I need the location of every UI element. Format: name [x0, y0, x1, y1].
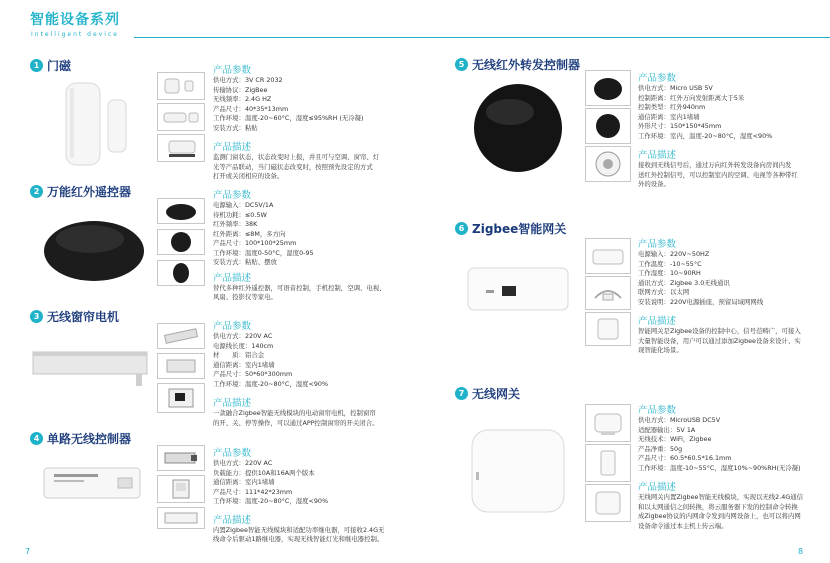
param-line: 供电方式：220V AC — [213, 459, 273, 467]
param-line: 电源输入：DC5V/1A — [213, 201, 274, 209]
desc-line: 的开、关、停等操作，可以通过APP控制窗帘的开关闭合。 — [213, 418, 379, 427]
section-5-heading — [455, 56, 580, 73]
wireless-gateway-image — [466, 420, 570, 520]
param-line: 工作环境：温度-20~80°C，湿度<90% — [213, 379, 329, 388]
param-line: 待机功耗：≤0.5W — [213, 210, 267, 219]
param-line: 产品尺寸：50*60*300mm — [213, 370, 293, 378]
curtain-motor-thumb-1 — [157, 323, 205, 349]
ir-forwarder-image — [466, 76, 570, 176]
door-sensor-thumb-3 — [157, 134, 205, 162]
params-list — [638, 250, 828, 307]
desc-text — [638, 327, 828, 356]
section-number: 2 — [30, 185, 43, 198]
desc-heading: 产品描述 — [213, 272, 252, 284]
param-line: 控制类型：红外940nm — [638, 103, 706, 111]
desc-line: 接收到无线信号后，通过万向红外转发设备向房间内发 — [638, 161, 792, 169]
section-title: 万能红外遥控器 — [47, 185, 132, 199]
desc-line: 一款融合Zigbee智能无线模块的电动窗帘电机，控制窗帘 — [213, 409, 376, 417]
desc-line: 现智能化场景。 — [638, 346, 683, 354]
param-line: 供电方式：220V AC — [213, 332, 273, 340]
param-line: 工作环境：室内，温度-20~80°C，湿度<90% — [638, 131, 773, 140]
param-line: 安装说明：220V电源插座，预留局域网网线 — [638, 297, 764, 306]
param-line: 联网方式：以太网 — [638, 288, 690, 296]
desc-text — [213, 526, 413, 545]
single-controller-thumb-1 — [157, 445, 205, 471]
page-title: 智能设备系列 — [30, 12, 120, 28]
wireless-gateway-thumb-3 — [585, 484, 631, 522]
page-number-right: 8 — [798, 547, 804, 556]
param-line: 安装方式：粘贴 — [213, 123, 258, 132]
section-7-heading — [455, 385, 520, 402]
param-line: 工作湿度：10~90RH — [638, 269, 701, 277]
section-number: 5 — [455, 58, 468, 71]
param-line: 产品尺寸：40*35*13mm — [213, 104, 289, 113]
section-number: 4 — [30, 432, 43, 445]
ir-remote-image — [38, 205, 150, 287]
single-controller-image — [40, 462, 144, 504]
ir-remote-thumb-3 — [157, 260, 205, 286]
desc-heading: 产品描述 — [213, 398, 252, 409]
param-line: 红外频率：38K — [213, 220, 258, 228]
section-1-text — [213, 62, 413, 182]
params-list — [213, 201, 413, 268]
params-list — [213, 332, 413, 389]
param-line: 电源输入：220V~50HZ — [638, 250, 710, 258]
section-3-heading — [30, 308, 119, 325]
param-line: 负载能力：提供10A和16A两个版本 — [213, 468, 315, 477]
page-number-left: 7 — [25, 547, 31, 556]
section-title: 单路无线控制器 — [47, 432, 132, 446]
param-line: 工作环境：温度-10~55°C，湿度10%~90%RH(无冷凝) — [638, 463, 801, 472]
section-6-text — [638, 236, 828, 356]
header-divider — [134, 37, 830, 38]
ir-forwarder-thumb-2 — [585, 108, 631, 144]
desc-line: 大量智能设备，用户可以通过添加Zigbee设备来设计、实 — [638, 336, 801, 345]
param-line: 工作环境：温度0-50°C，湿度0-95 — [213, 248, 314, 257]
section-4-text — [213, 445, 413, 545]
param-line: 通信距离：室内1堵墙 — [638, 112, 700, 121]
single-controller-thumb-2 — [157, 475, 205, 503]
zigbee-gateway-image — [464, 262, 572, 316]
door-sensor-thumb-1 — [157, 72, 205, 100]
desc-text — [213, 153, 413, 182]
zigbee-gateway-thumb-2 — [585, 276, 631, 310]
param-line: 安装方式：粘贴、摆放 — [213, 258, 277, 266]
desc-line: 打开或关闭相应的设备。 — [213, 172, 284, 180]
section-number: 1 — [30, 59, 43, 72]
param-line: 外形尺寸：150*150*45mm — [638, 122, 722, 130]
desc-line: 风扇、投影仪等家电。 — [213, 293, 277, 301]
section-6-heading — [455, 220, 566, 237]
section-1-heading — [30, 57, 71, 74]
door-sensor-thumb-2 — [157, 103, 205, 131]
param-line: 无线频率：2.4G HZ — [213, 95, 272, 103]
desc-heading: 产品描述 — [213, 514, 252, 526]
desc-line: 内置Zigbee智能无线模块和适配功率继电器，可接收2.4G无 — [213, 525, 385, 534]
param-line: 供电方式：MicroUSB DC5V — [638, 416, 721, 424]
wireless-gateway-thumb-2 — [585, 444, 631, 482]
section-3-text — [213, 318, 413, 428]
desc-line: 线命令后驱动1路继电器，实现无线智能灯光和继电器控制。 — [213, 535, 384, 543]
param-line: 电源线长度：140cm — [213, 341, 274, 350]
section-4-heading — [30, 430, 131, 447]
param-line: 通信距离：室内1堵墙 — [213, 360, 275, 369]
desc-line: 光等产品联动，当门磁状态改变时，按照预先设定的方式 — [213, 162, 373, 171]
param-line: 产品尺寸：100*100*25mm — [213, 239, 297, 247]
param-line: 控制距离：红外万向发射距离大于5米 — [638, 93, 745, 102]
zigbee-gateway-thumb-3 — [585, 312, 631, 346]
curtain-motor-thumb-3 — [157, 383, 205, 413]
section-2-text — [213, 187, 413, 303]
param-line: 工作环境：温度-20~60°C，湿度≤95%RH (无冷凝) — [213, 114, 364, 122]
door-sensor-image — [62, 80, 150, 170]
ir-forwarder-thumb-1 — [585, 70, 631, 106]
param-line: 通讯方式：Zigbee 3.0无线通讯 — [638, 278, 730, 287]
section-title: 门磁 — [47, 59, 72, 73]
section-5-text — [638, 70, 828, 190]
param-line: 通信距离：室内1堵墙 — [213, 478, 275, 486]
desc-text — [213, 284, 413, 303]
curtain-motor-thumb-2 — [157, 353, 205, 379]
ir-forwarder-thumb-3 — [585, 146, 631, 182]
param-line: 产品尺寸：111*42*23mm — [213, 487, 293, 496]
section-number: 6 — [455, 222, 468, 235]
param-line: 适配器输出：5V 1A — [638, 425, 696, 434]
wireless-gateway-thumb-1 — [585, 404, 631, 442]
desc-heading: 产品描述 — [638, 482, 677, 493]
params-list — [638, 84, 828, 141]
desc-line: 设备命令通过本主机上传云端。 — [638, 521, 728, 530]
params-list — [213, 459, 413, 507]
params-heading: 产品参数 — [213, 190, 252, 201]
params-heading: 产品参数 — [213, 65, 252, 76]
section-7-text — [638, 402, 828, 531]
desc-heading: 产品描述 — [213, 142, 252, 153]
desc-line: 外的设备。 — [638, 180, 670, 188]
param-line: 材 质：铝合金 — [213, 351, 265, 359]
desc-heading: 产品描述 — [638, 150, 677, 161]
param-line: 工作环境：温度-20~80°C，湿度<90% — [213, 497, 329, 505]
desc-line: 智能网关是Zigbee设备的控制中心，信号范畴广，可接入 — [638, 327, 801, 335]
desc-line: 监测门窗状态，状态改变时上报，并且可与空调、窗帘、灯 — [213, 153, 380, 161]
param-line: 供电方式：3V CR 2032 — [213, 76, 283, 84]
param-line: 红外距离：≤8M，多方向 — [213, 229, 286, 238]
desc-line: 无线网关内置Zigbee智能无线模块，实现以无线2.4G通信 — [638, 493, 804, 501]
desc-line: 替代多种红外遥控器，可语音控制，手机控制，空调、电视、 — [213, 283, 386, 292]
params-heading: 产品参数 — [213, 448, 252, 459]
param-line: 供电方式：Micro USB 5V — [638, 84, 713, 92]
desc-text — [638, 161, 828, 190]
section-title: Zigbee智能网关 — [472, 222, 567, 236]
section-title: 无线红外转发控制器 — [472, 58, 581, 72]
section-title: 无线窗帘电机 — [47, 310, 120, 324]
section-number: 7 — [455, 387, 468, 400]
desc-text — [213, 409, 413, 428]
ir-remote-thumb-2 — [157, 229, 205, 255]
params-list — [638, 416, 828, 473]
param-line: 传输协议：ZigBee — [213, 85, 268, 94]
params-heading: 产品参数 — [638, 405, 677, 416]
single-controller-thumb-3 — [157, 507, 205, 529]
param-line: 无线技术：WiFi，Zigbee — [638, 435, 712, 443]
params-list — [213, 76, 413, 133]
desc-heading: 产品描述 — [638, 316, 677, 327]
section-number: 3 — [30, 310, 43, 323]
desc-line: 和以太网通信之间转换，将云服务器下发的控制命令转换 — [638, 502, 798, 511]
param-line: 产品净重：50g — [638, 444, 683, 453]
params-heading: 产品参数 — [638, 73, 677, 84]
page-subtitle: Intelligent device — [31, 31, 119, 38]
section-title: 无线网关 — [472, 387, 521, 401]
param-line: 产品尺寸：60.5*60.5*16.1mm — [638, 454, 732, 462]
ir-remote-thumb-1 — [157, 198, 205, 224]
curtain-motor-image — [30, 340, 150, 390]
params-heading: 产品参数 — [638, 239, 677, 250]
desc-text — [638, 493, 828, 531]
zigbee-gateway-thumb-1 — [585, 238, 631, 274]
section-2-heading — [30, 183, 131, 200]
param-line: 工作温度：-10~55°C — [638, 259, 702, 268]
desc-line: 送红外控制信号，可以控制室内的空调、电视等各种带红 — [638, 170, 798, 179]
params-heading: 产品参数 — [213, 321, 252, 332]
desc-line: 成Zigbee协议的内网命令发到内网设备上，也可以将内网 — [638, 512, 801, 520]
